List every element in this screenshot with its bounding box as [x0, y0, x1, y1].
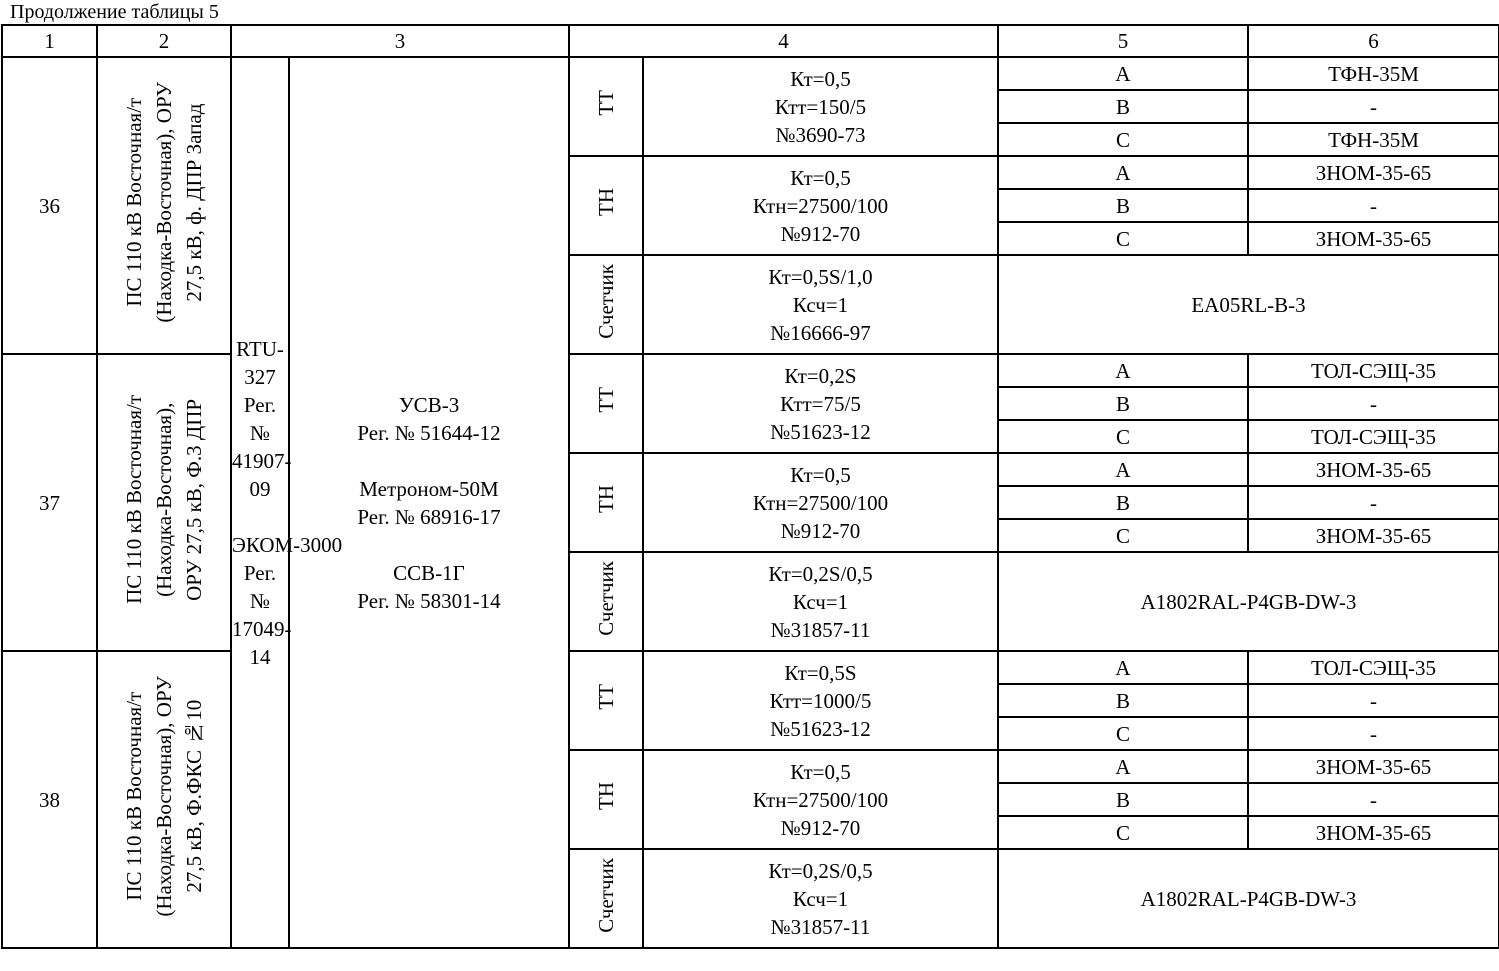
spec-line: №51623-12 — [770, 716, 871, 741]
group-type — [569, 354, 643, 453]
record-name — [97, 651, 231, 948]
spec-line: Ктн=27500/100 — [752, 787, 889, 812]
group-type — [569, 651, 643, 750]
phase-device: ЗНОМ-35-65 — [1248, 222, 1499, 255]
phase-device: ТФН-35М — [1248, 123, 1499, 156]
phase-device: - — [1248, 189, 1499, 222]
table-row — [2, 651, 1499, 684]
phase-label: C — [998, 519, 1248, 552]
spec-line: №912-70 — [780, 815, 861, 840]
phase-label: B — [998, 684, 1248, 717]
spec-line: Ктт=75/5 — [780, 391, 861, 416]
record-name-text — [119, 82, 209, 323]
header-col-4: 4 — [569, 25, 998, 57]
group-type-text: Счетчик — [594, 857, 618, 933]
group-spec-text — [644, 560, 997, 644]
spec-line: Ксч=1 — [792, 589, 849, 614]
spec-line: №3690-73 — [775, 122, 866, 147]
record-name-line: ОРУ 27,5 кВ, Ф.3 ДПР — [182, 398, 206, 600]
spec-line: Кт=0,5 — [790, 66, 851, 91]
record-name-line: ПС 110 кВ Восточная/т — [122, 97, 146, 307]
phase-label: B — [998, 189, 1248, 222]
spec-line: Кт=0,5 — [790, 759, 851, 784]
phase-device: ЗНОМ-35-65 — [1248, 816, 1499, 849]
phase-device: ТОЛ-СЭЩ-35 — [1248, 651, 1499, 684]
group-spec-text — [644, 758, 997, 842]
group-type-text: ТН — [594, 485, 618, 513]
record-name-text — [119, 395, 209, 604]
spec-line: Кт=0,5S/1,0 — [768, 264, 873, 289]
record-name-line: 27,5 кВ, ф. ДПР Запад — [182, 102, 206, 302]
group-spec — [643, 57, 998, 156]
col6-line: Метроном-50М — [359, 476, 499, 501]
phase-label: A — [998, 453, 1248, 486]
col6-line — [290, 447, 568, 475]
phase-device: - — [1248, 684, 1499, 717]
meter-model: EA05RL-B-3 — [998, 255, 1499, 354]
group-type-text: Счетчик — [594, 263, 618, 339]
phase-label: A — [998, 651, 1248, 684]
group-spec-text — [644, 857, 997, 941]
group-type-text: ТН — [594, 188, 618, 216]
header-row — [2, 25, 1499, 57]
header-col-6: 6 — [1248, 25, 1499, 57]
spec-line: Кт=0,2S — [784, 363, 857, 388]
spec-line: Кт=0,2S/0,5 — [768, 858, 873, 883]
phase-device: ЗНОМ-35-65 — [1248, 453, 1499, 486]
spec-line: №51623-12 — [770, 419, 871, 444]
record-name-line: ПС 110 кВ Восточная/т — [122, 691, 146, 901]
table-caption: Продолжение таблицы 5 — [10, 1, 219, 23]
phase-label: A — [998, 57, 1248, 90]
record-number: 38 — [2, 651, 97, 948]
col6-line: Рег. № 51644-12 — [357, 420, 501, 445]
record-name-text — [119, 676, 209, 917]
spec-line: №31857-11 — [770, 914, 871, 939]
phase-device: ЗНОМ-35-65 — [1248, 750, 1499, 783]
group-spec-text — [644, 164, 997, 248]
phase-device: ЗНОМ-35-65 — [1248, 156, 1499, 189]
col5-line — [232, 503, 288, 531]
spec-line: Ктт=1000/5 — [769, 688, 872, 713]
spec-line: Кт=0,2S/0,5 — [768, 561, 873, 586]
header-col-3: 3 — [231, 25, 569, 57]
spec-line: №16666-97 — [770, 320, 871, 345]
group-type-text: ТТ — [594, 90, 618, 116]
group-type — [569, 849, 643, 948]
phase-label: A — [998, 156, 1248, 189]
col5-line: Рег. № 41907-09 — [232, 392, 292, 501]
group-type-text: ТН — [594, 782, 618, 810]
phase-label: C — [998, 123, 1248, 156]
col6-line: Рег. № 58301-14 — [357, 588, 501, 613]
group-type — [569, 750, 643, 849]
col5-line: RTU-327 — [236, 336, 284, 389]
spec-line: №31857-11 — [770, 617, 871, 642]
spec-line: №912-70 — [780, 221, 861, 246]
col6-text — [290, 391, 568, 615]
group-type-text: ТТ — [594, 387, 618, 413]
col5-line: ЭКОМ-3000 — [232, 532, 343, 557]
phase-label: B — [998, 486, 1248, 519]
phase-device: ТОЛ-СЭЩ-35 — [1248, 354, 1499, 387]
group-spec — [643, 354, 998, 453]
group-spec-text — [644, 65, 997, 149]
phase-label: B — [998, 387, 1248, 420]
record-name-line: 27,5 кВ, Ф.ФКС №10 — [182, 699, 206, 893]
record-name-line: (Находка-Восточная), ОРУ — [152, 675, 176, 917]
col5-line: Рег. № 17049-14 — [232, 560, 292, 669]
phase-device: - — [1248, 90, 1499, 123]
col6-equipment — [289, 57, 569, 948]
spec-line: Ктн=27500/100 — [752, 193, 889, 218]
group-spec — [643, 552, 998, 651]
phase-label: C — [998, 222, 1248, 255]
phase-label: C — [998, 816, 1248, 849]
group-spec — [643, 750, 998, 849]
group-spec-text — [644, 461, 997, 545]
meter-model: A1802RAL-P4GB-DW-3 — [998, 552, 1499, 651]
spec-line: Кт=0,5 — [790, 462, 851, 487]
col5-text — [232, 335, 343, 671]
spec-line: Ктт=150/5 — [774, 94, 867, 119]
table-row — [2, 57, 1499, 90]
header-col-2: 2 — [97, 25, 231, 57]
phase-label: A — [998, 750, 1248, 783]
phase-device: - — [1248, 783, 1499, 816]
spec-line: Ксч=1 — [792, 292, 849, 317]
group-spec — [643, 651, 998, 750]
measurement-table — [1, 24, 1499, 949]
group-spec — [643, 255, 998, 354]
phase-device: - — [1248, 486, 1499, 519]
phase-device: ТФН-35М — [1248, 57, 1499, 90]
group-spec-text — [644, 659, 997, 743]
phase-label: C — [998, 420, 1248, 453]
record-number: 37 — [2, 354, 97, 651]
group-type-text: ТТ — [594, 684, 618, 710]
spec-line: Кт=0,5 — [790, 165, 851, 190]
phase-device: ТОЛ-СЭЩ-35 — [1248, 420, 1499, 453]
group-spec-text — [644, 362, 997, 446]
group-type — [569, 156, 643, 255]
spec-line: Ксч=1 — [792, 886, 849, 911]
group-type — [569, 57, 643, 156]
phase-device: ЗНОМ-35-65 — [1248, 519, 1499, 552]
spec-line: №912-70 — [780, 518, 861, 543]
spec-line: Кт=0,5S — [784, 660, 857, 685]
phase-device: - — [1248, 717, 1499, 750]
phase-label: B — [998, 783, 1248, 816]
record-name-line: (Находка-Восточная), — [152, 401, 176, 597]
phase-label: B — [998, 90, 1248, 123]
header-col-5: 5 — [998, 25, 1248, 57]
table-body — [2, 25, 1499, 948]
record-name — [97, 354, 231, 651]
record-number: 36 — [2, 57, 97, 354]
col5-equipment — [231, 57, 343, 948]
spec-line: Ктн=27500/100 — [752, 490, 889, 515]
group-type — [569, 453, 643, 552]
group-type — [569, 255, 643, 354]
group-type — [569, 552, 643, 651]
record-name — [97, 57, 231, 354]
meter-model: A1802RAL-P4GB-DW-3 — [998, 849, 1499, 948]
group-spec — [643, 849, 998, 948]
phase-device: - — [1248, 387, 1499, 420]
group-spec — [643, 156, 998, 255]
record-name-line: ПС 110 кВ Восточная/т — [122, 394, 146, 604]
table-row — [2, 354, 1499, 387]
group-spec — [643, 453, 998, 552]
group-type-text: Счетчик — [594, 560, 618, 636]
phase-label: C — [998, 717, 1248, 750]
col6-line: УСВ-3 — [398, 392, 460, 417]
record-name-line: (Находка-Восточная), ОРУ — [152, 81, 176, 323]
group-spec-text — [644, 263, 997, 347]
header-col-1: 1 — [2, 25, 97, 57]
col6-line: ССВ-1Г — [393, 560, 465, 585]
col6-line: Рег. № 68916-17 — [357, 504, 501, 529]
phase-label: A — [998, 354, 1248, 387]
